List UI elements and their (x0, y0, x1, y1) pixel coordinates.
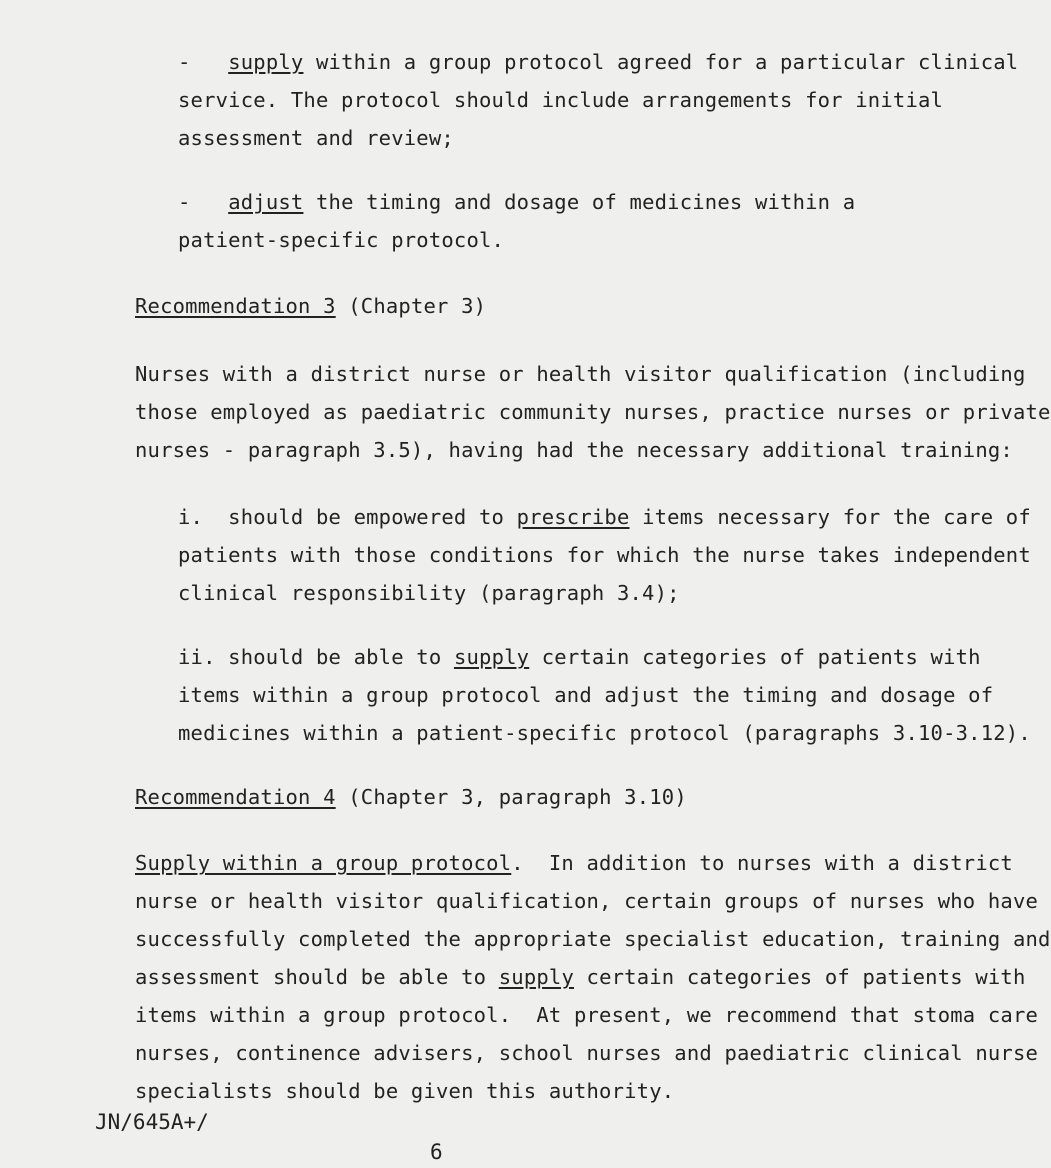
term-supply: supply (228, 50, 304, 74)
bullet-dash: - (178, 50, 191, 74)
bullet-adjust-line-2: patient-specific protocol. (178, 228, 505, 252)
rec4-line-4 (135, 965, 1026, 989)
term-supply: supply (453, 645, 530, 669)
rec4-line-3: successfully completed the appropriate specialist education, training and (135, 927, 1051, 951)
bullet-adjust-line-1 (178, 190, 855, 214)
rec3-item-ii-line-1 (178, 645, 981, 669)
text-span: assessment should be able to (135, 965, 499, 989)
page-number: 6 (430, 1140, 443, 1164)
rec3-item-ii-line-2: items within a group protocol and adjust the timing and dosage of (178, 683, 994, 707)
text-span: within a group protocol agreed for a particular clinical (303, 50, 1019, 74)
rec4-heading-rest: (Chapter 3, paragraph 3.10) (335, 785, 687, 809)
rec4-heading-underlined: Recommendation 4 (135, 785, 336, 809)
term-supply: supply (498, 965, 574, 989)
rec3-heading-underlined: Recommendation 3 (135, 294, 336, 318)
text-span: items necessary for the care of (629, 505, 1031, 529)
rec3-item-i-line-1 (178, 505, 1031, 529)
rec4-line-1 (135, 851, 1013, 875)
term-adjust: adjust (228, 190, 304, 214)
text-span: certain categories of patients with (529, 645, 981, 669)
term-prescribe: prescribe (516, 505, 630, 529)
text-span: . In addition to nurses with a district (511, 851, 1013, 875)
rec4-line-2: nurse or health visitor qualification, certain groups of nurses who have (135, 889, 1039, 913)
bullet-supply-line-1 (178, 50, 1018, 74)
rec3-item-i-line-3: clinical responsibility (paragraph 3.4); (178, 581, 680, 605)
rec3-item-ii-line-3: medicines within a patient-specific protocol (paragraphs 3.10-3.12). (178, 721, 1031, 745)
rec3-intro-line-3: nurses - paragraph 3.5), having had the necessary additional training: (135, 438, 1013, 462)
rec4-heading (135, 785, 687, 809)
bullet-dash: - (178, 190, 191, 214)
bullet-supply-line-3: assessment and review; (178, 126, 454, 150)
rec3-intro-line-2: those employed as paediatric community nurses, practice nurses or private (135, 400, 1051, 424)
rec4-line-7: specialists should be given this authority. (135, 1079, 675, 1103)
bullet-supply-line-2: service. The protocol should include arrangements for initial (178, 88, 944, 112)
text-span: the timing and dosage of medicines within a (303, 190, 856, 214)
rec3-intro-line-1: Nurses with a district nurse or health visitor qualification (including (135, 362, 1026, 386)
rec3-heading-rest: (Chapter 3) (335, 294, 487, 318)
text-span: ii. should be able to (178, 645, 454, 669)
text-span: certain categories of patients with (574, 965, 1026, 989)
text-span: i. should be empowered to (178, 505, 517, 529)
document-reference-code: JN/645A+/ (95, 1110, 209, 1134)
rec3-heading (135, 294, 486, 318)
rec3-item-i-line-2: patients with those conditions for which the nurse takes independent (178, 543, 1031, 567)
rec4-line-6: nurses, continence advisers, school nurses and paediatric clinical nurse (135, 1041, 1039, 1065)
rec4-lead-underlined: Supply within a group protocol (135, 851, 512, 875)
rec4-line-5: items within a group protocol. At present, we recommend that stoma care (135, 1003, 1039, 1027)
